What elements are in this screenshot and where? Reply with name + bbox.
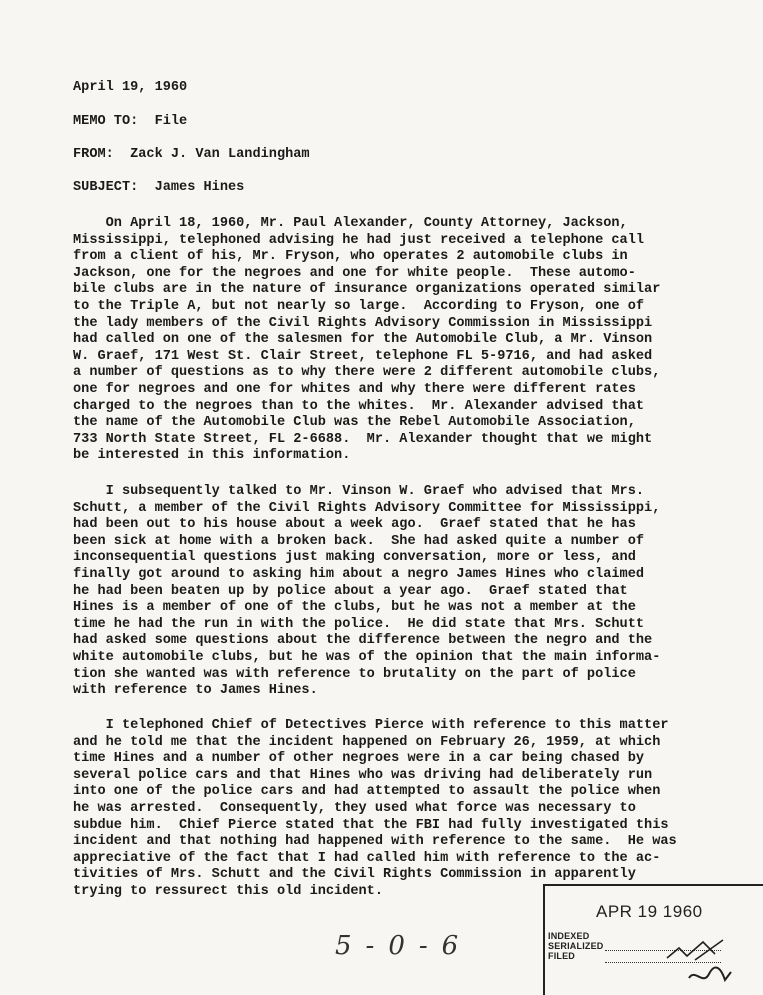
stamp-indexed: INDEXED (548, 931, 590, 941)
paragraph-line: to the Triple A, but not nearly so large. According to Fryson, one of (73, 298, 645, 314)
paragraph-line: several police cars and that Hines who was driving had deliberately run (73, 767, 653, 783)
paragraph-line: from a client of his, Mr. Fryson, who operates 2 automobile clubs in (73, 249, 628, 265)
paragraph-line: white automobile clubs, but he was of the opinion that the main informa- (73, 649, 661, 665)
paragraph-line: On April 18, 1960, Mr. Paul Alexander, County Attorney, Jackson, (73, 216, 628, 231)
paragraph-line: into one of the police cars and had attempted to assault the police when (73, 784, 661, 800)
paragraph-line: the lady members of the Civil Rights Advisory Commission in Mississippi (73, 315, 653, 331)
paragraph-line: he was arrested. Consequently, they used what force was necessary to (73, 800, 636, 816)
paragraph-line: inconsequential questions just making conversation, more or less, and (73, 550, 636, 566)
checkmark-scribble-icon (665, 938, 725, 964)
memo-date: April 19, 1960 (73, 80, 188, 95)
handwritten-file-number-text: 5-0-6 (335, 931, 473, 961)
memo-to: MEMO TO: File (73, 114, 188, 129)
paragraph-line: be interested in this information. (73, 448, 351, 464)
paragraph-line: I telephoned Chief of Detectives Pierce with reference to this matter (73, 718, 669, 733)
paragraph-line: charged to the negroes than to the whites. Mr. Alexander advised that (73, 398, 645, 414)
paragraph-2 (73, 484, 753, 700)
paragraph-line: and he told me that the incident happened on February 26, 1959, at which (73, 734, 661, 750)
paragraph-line: time he had the run in with the police. He did state that Mrs. Schutt (73, 616, 645, 632)
paragraph-line: the name of the Automobile Club was the Rebel Automobile Association, (73, 415, 636, 431)
paragraph-line: trying to ressurect this old incident. (73, 883, 383, 899)
paragraph-line: Schutt, a member of the Civil Rights Advisory Committee for Mississippi, (73, 500, 661, 516)
paragraph-1 (73, 216, 753, 465)
paragraph-line: finally got around to asking him about a negro James Hines who claimed (73, 566, 645, 582)
paragraph-line: Mississippi, telephoned advising he had just received a telephone call (73, 232, 645, 248)
memo-from: FROM: Zack J. Van Landingham (73, 147, 310, 162)
paragraph-line: I subsequently talked to Mr. Vinson W. Graef who advised that Mrs. (73, 484, 645, 499)
handwritten-file-number (335, 922, 485, 972)
paragraph-line: been sick at home with a broken back. She had asked quite a number of (73, 533, 645, 549)
paragraph-line: appreciative of the fact that I had called him with reference to the ac- (73, 850, 661, 866)
stamp-serialized: SERIALIZED (548, 941, 604, 951)
stamp-date: APR 19 1960 (596, 902, 703, 921)
paragraph-line: subdue him. Chief Pierce stated that the FBI had fully investigated this (73, 817, 669, 833)
paragraph-line: had called on one of the salesmen for the Automobile Club, a Mr. Vinson (73, 332, 653, 348)
paragraph-line: bile clubs are in the nature of insurance organizations operated similar (73, 282, 661, 298)
paragraph-line: had been out to his house about a week ago. Graef stated that he has (73, 517, 636, 533)
paragraph-line: one for negroes and one for whites and why there were different rates (73, 381, 636, 397)
stamp-filed: FILED (548, 951, 575, 961)
paragraph-line: Hines is a member of one of the clubs, but he was not a member at the (73, 600, 636, 616)
paragraph-line: with reference to James Hines. (73, 683, 318, 699)
paragraph-line: Jackson, one for the negroes and one for white people. These automo- (73, 265, 636, 281)
paragraph-line: tion she wanted was with reference to brutality on the part of police (73, 666, 636, 682)
initials-scribble-icon (685, 964, 735, 988)
memo-subject: SUBJECT: James Hines (73, 180, 245, 195)
file-stamp (543, 884, 763, 995)
paragraph-line: had asked some questions about the difference between the negro and the (73, 633, 653, 649)
paragraph-line: time Hines and a number of other negroes were in a car being chased by (73, 751, 645, 767)
paragraph-3 (73, 718, 753, 901)
paragraph-line: 733 North State Street, FL 2-6688. Mr. Alexander thought that we might (73, 431, 653, 447)
paragraph-line: tivities of Mrs. Schutt and the Civil Rights Commission in apparently (73, 867, 636, 883)
paragraph-line: incident and that nothing had happened with reference to the same. He was (73, 834, 677, 850)
paragraph-line: a number of questions as to why there were 2 different automobile clubs, (73, 365, 661, 381)
paragraph-line: W. Graef, 171 West St. Clair Street, telephone FL 5-9716, and had asked (73, 348, 653, 364)
paragraph-line: he had been beaten up by police about a year ago. Graef stated that (73, 583, 628, 599)
